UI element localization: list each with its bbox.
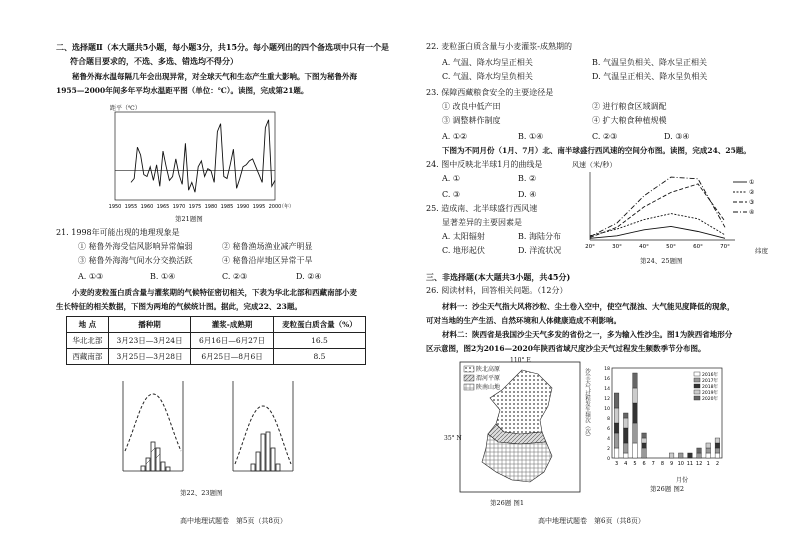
fig24-tick-label: 60°: [693, 244, 703, 250]
fig21-caption: 第21题图: [175, 215, 203, 223]
fig21-tick-label: 1975: [188, 204, 202, 210]
fig2-bar-segment: [697, 448, 702, 453]
fig24-xunit: 纬度: [755, 247, 768, 255]
fig2-bar-segment: [642, 443, 647, 448]
q25-choice-a[interactable]: A. 太阳辐射: [442, 232, 485, 241]
q23-option: ④ 扩大粮食种植规模: [592, 116, 667, 125]
q24-choice-c[interactable]: C. ③: [442, 190, 461, 199]
fig2-bar-segment: [614, 448, 619, 458]
fig24-series-line: [590, 226, 725, 238]
fig21-tick-label: 1980: [204, 204, 218, 210]
fig21-tick-label: 1970: [172, 204, 186, 210]
fig2-legend-label: 2016年: [702, 373, 718, 378]
fig2-legend-swatch: [694, 378, 700, 382]
fig21-tick-label: 1960: [140, 204, 154, 210]
fig2-legend-swatch: [694, 372, 700, 376]
fig2-ytick-label: 4: [607, 437, 610, 442]
fig2-ytick-label: 6: [607, 427, 610, 432]
table-row: [67, 349, 366, 365]
fig2-bar-segment: [715, 453, 720, 458]
table-cell: 6月25日—8月6日: [191, 349, 274, 365]
fig24-caption: 第24、25题图: [640, 257, 683, 265]
fig24-legend-label: ④: [749, 209, 755, 216]
climate-chart-south-tibet: [218, 376, 308, 481]
map-longitude: 110° E: [510, 357, 531, 364]
fig2-xtick-label: 6: [642, 461, 646, 467]
fig2-bar-segment: [614, 423, 619, 433]
q21-option: ① 秘鲁外海受信风影响异常偏弱: [78, 242, 193, 251]
fig2-xtick-label: 3: [614, 461, 619, 467]
table-cell: 华北北部: [67, 333, 109, 349]
fig2-xtick-label: 2: [715, 461, 720, 467]
fig2-bar-segment: [678, 453, 683, 458]
fig21-tick-label: 1990: [236, 204, 250, 210]
table-header: 麦粒蛋白质含量（%）: [273, 317, 365, 333]
fig2-bar-segment: [715, 443, 720, 448]
fig2-xtick-label: 9: [669, 461, 674, 467]
map-latitude: 35° N: [444, 435, 462, 442]
q23-choice-a[interactable]: A. ①②: [442, 132, 468, 141]
fig2-legend-label: 2020年: [702, 397, 718, 402]
fig2-bar-segment: [614, 393, 619, 408]
q25-choice-c[interactable]: C. 地形起伏: [442, 246, 485, 255]
fig21-tick-label: 1995: [252, 204, 266, 210]
fig2-ytick-label: 14: [604, 387, 610, 392]
table-cell: 8.5: [273, 349, 365, 365]
fig24-tick-label: 70°: [720, 244, 730, 250]
fig2-bar-segment: [642, 448, 647, 458]
fig2-bar-segment: [669, 453, 674, 458]
q21-option: ④ 秘鲁沿岸地区异常干旱: [222, 256, 313, 265]
material1: 材料一：沙尘天气指大风将沙粒、尘土卷入空中，使空气混浊、大气能见度降低的现象，: [442, 302, 735, 311]
fig2-bar-segment: [706, 453, 711, 458]
fig21-xunit: （年）: [279, 204, 295, 210]
fig2-ytick-label: 12: [604, 397, 610, 402]
fig24-tick-label: 40°: [639, 244, 649, 250]
fig2-bar-segment: [688, 453, 693, 458]
fig2-xunit: 月份: [676, 477, 689, 484]
q23-option: ③ 调整耕作制度: [442, 116, 501, 125]
intro-text: 1955—2000年间多年平均水温距平图（单位：℃）。读图，完成第21题。: [56, 86, 309, 95]
fig2-bar-segment: [715, 438, 720, 443]
intro-text: 秘鲁外海水温每隔几年会出现异常，对全球天气和生态产生重大影响。下图为秘鲁外海: [72, 72, 357, 81]
fig21-frame: [115, 112, 275, 200]
q22-choice-d[interactable]: D. 气温呈正相关、降水呈负相关: [592, 72, 708, 81]
q24-stem: 24. 图中反映北半球1月的曲线是: [426, 160, 543, 169]
q23-option: ② 进行粮食区域调配: [592, 102, 667, 111]
fig2-legend-swatch: [694, 390, 700, 394]
fig2-bar-segment: [623, 428, 628, 443]
fig21-tick-label: 2000: [268, 204, 282, 210]
fig24-legend-label: ③: [749, 199, 755, 206]
table-header: 灌浆-成熟期: [191, 317, 274, 333]
q21-choice-a[interactable]: A. ①③: [78, 272, 104, 281]
fig2-ytick-label: 16: [604, 377, 610, 382]
climate-chart-north-china: [108, 376, 198, 481]
fig2-bar-segment: [633, 423, 638, 443]
fig21-tick-label: 1950: [108, 204, 122, 210]
fig2-bar-segment: [715, 448, 720, 453]
fig2-bar-segment: [633, 443, 638, 458]
fig24-legend-label: ①: [749, 179, 755, 186]
table-row: [67, 333, 366, 349]
fig21-series-line: [131, 120, 275, 192]
q23-option: ① 改良中低产田: [442, 102, 501, 111]
fig2-bar-segment: [706, 448, 711, 453]
table-cell: 16.5: [273, 333, 365, 349]
map-legend-item: 陕南山地: [476, 384, 501, 391]
fig24-tick-label: 30°: [612, 244, 622, 250]
q24-choice-b[interactable]: B. ②: [518, 174, 537, 183]
q24-choice-a[interactable]: A. ①: [442, 174, 461, 183]
section-title: 二、选择题Ⅱ（本大题共5小题，每小题3分，共15分。每小题列出的四个备选项中只有一个是: [56, 42, 390, 52]
table-header: 播种期: [108, 317, 191, 333]
wheat-table: [66, 316, 366, 365]
q22-choice-a[interactable]: A. 气温、降水均呈正相关: [442, 58, 533, 67]
fig2-bar-segment: [642, 433, 647, 438]
fig2-bar-segment: [697, 453, 702, 458]
q21-choice-d[interactable]: D. ②④: [296, 272, 322, 281]
fig2-ytick-label: 18: [604, 367, 610, 372]
fig2-xtick-label: 1: [706, 461, 710, 467]
fig2-caption: 第26题 图2: [650, 485, 684, 493]
fig2-bar-segment: [633, 388, 638, 403]
q23-choice-b[interactable]: B. ①④: [518, 132, 544, 141]
fig24-series-line: [590, 214, 725, 236]
fig2-xtick-label: 10: [677, 461, 684, 467]
intro22-text: 生长特征的相关数据，下图为两地的气候统计图。据此，完成22、23题。: [56, 302, 302, 311]
fig2-bar-segment: [633, 403, 638, 423]
fig22-caption: 第22、23题图: [180, 489, 223, 497]
fig21-tick-label: 1985: [220, 204, 234, 210]
fig2-xtick-label: 8: [660, 461, 665, 467]
fig21-tick-label: 1965: [156, 204, 170, 210]
section3-title: 三、非选择题(本大题共3小题，共45分): [426, 272, 571, 282]
fig2-bar-segment: [623, 443, 628, 453]
q24-choice-d[interactable]: D. ④: [518, 190, 537, 199]
table-cell: 3月25日—3月28日: [108, 349, 191, 365]
q25-stem: 显著差异的主要因素是: [442, 218, 522, 227]
q22-stem: 22. 麦粒蛋白质含量与小麦灌浆-成熟期的: [426, 42, 572, 51]
fig2-bar-segment: [706, 443, 711, 448]
q22-choice-b[interactable]: B. 气温呈负相关、降水呈正相关: [592, 58, 707, 67]
fig24-tick-label: 50°: [666, 244, 676, 250]
intro22-text: 小麦的麦粒蛋白质含量与灌浆期的气候特征密切相关，下表为华北北部和西藏南部小麦: [72, 288, 357, 297]
fig2-legend-swatch: [694, 384, 700, 388]
fig21-line-chart: [108, 112, 295, 210]
fig2-xtick-label: 12: [695, 461, 703, 467]
fig21-tick-label: 1955: [124, 204, 138, 210]
fig2-bar-segment: [623, 453, 628, 458]
fig2-ylabel: 沙尘天气过程发生频次（次）: [584, 368, 590, 440]
q21-option: ② 秘鲁渔场渔业减产明显: [222, 242, 313, 251]
table-header: 地 点: [67, 317, 109, 333]
fig2-ytick-label: 8: [607, 417, 610, 422]
fig2-bar-segment: [642, 438, 647, 443]
page-footer-left: 高中地理试题卷 第5页（共8页）: [180, 517, 287, 525]
fig2-ytick-label: 0: [607, 457, 610, 462]
map-legend-item: 渭河平原: [476, 375, 501, 382]
fig24-tick-label: 20°: [585, 244, 595, 250]
q21-option: ③ 秘鲁外海海气间水分交换活跃: [78, 256, 193, 265]
map-legend-item: 陕北高原: [476, 366, 501, 373]
q21-stem: 21. 1998年可能出现的地理现象是: [56, 228, 180, 237]
fig2-xtick-label: 7: [651, 461, 655, 467]
fig24-legend-label: ②: [749, 189, 755, 196]
fig2-legend-swatch: [694, 396, 700, 400]
fig2-legend-label: 2017年: [702, 379, 718, 384]
q26-stem: 26. 阅读材料，回答相关问题。（12分）: [426, 286, 568, 295]
fig2-bar-segment: [614, 408, 619, 423]
map-caption: 第26题 图1: [490, 499, 524, 507]
section-title-cont: 符合题目要求的，不选、多选、错选均不得分）: [70, 56, 238, 66]
dust-frequency-chart: [604, 367, 744, 467]
fig2-legend-label: 2019年: [702, 391, 718, 396]
material1: 可对当地的生产生活、自然环境和人体健康造成不利影响。: [426, 316, 621, 325]
fig2-ytick-label: 2: [607, 447, 610, 452]
intro24-text: 下图为不同月份（1月、7月）北、南半球盛行西风速的空间分布图。读图，完成24、25题。: [442, 146, 751, 155]
q25-stem: 25. 造成南、北半球盛行西风速: [426, 204, 538, 213]
table-cell: 3月23日—3月24日: [108, 333, 191, 349]
q23-stem: 23. 保障西藏粮食安全的主要途径是: [426, 88, 554, 97]
q23-choice-d[interactable]: D. ③④: [664, 132, 690, 141]
fig2-xtick-label: 5: [633, 461, 637, 467]
q23-choice-c[interactable]: C. ②③: [592, 132, 618, 141]
fig2-bar-segment: [614, 433, 619, 448]
table-header-row: [67, 317, 366, 333]
q25-choice-b[interactable]: B. 海陆分布: [518, 232, 561, 241]
fig21-ylabel: 距平（℃）: [110, 105, 141, 112]
fig24-wind-chart: [585, 172, 755, 250]
q21-choice-c[interactable]: C. ②③: [222, 272, 248, 281]
page-footer-right: 高中地理试题卷 第6页（共8页）: [538, 517, 645, 525]
q25-choice-d[interactable]: D. 洋流状况: [518, 246, 562, 255]
q21-choice-b[interactable]: B. ①④: [150, 272, 176, 281]
fig24-series-line: [590, 184, 725, 238]
fig24-ylabel: 风速（米/秒）: [572, 161, 617, 169]
fig2-xtick-label: 4: [624, 461, 628, 467]
table-cell: 西藏南部: [67, 349, 109, 365]
fig2-bar-segment: [623, 413, 628, 418]
q22-choice-c[interactable]: C. 气温、降水均呈负相关: [442, 72, 533, 81]
fig2-bar-segment: [633, 373, 638, 388]
material2: 材料二：陕西省是我国沙尘天气多发的省份之一，多为输入性沙尘。图1为陕西省地形分: [442, 330, 733, 339]
table-cell: 6月16日—6月27日: [191, 333, 274, 349]
fig2-bar-segment: [623, 418, 628, 428]
fig2-xtick-label: 11: [686, 461, 694, 467]
fig2-ytick-label: 10: [604, 407, 610, 412]
fig2-legend-label: 2018年: [702, 385, 718, 390]
material2: 区示意图，图2为2016—2020年陕西省域尺度沙尘天气过程发生频数季节分布图。: [426, 344, 706, 353]
